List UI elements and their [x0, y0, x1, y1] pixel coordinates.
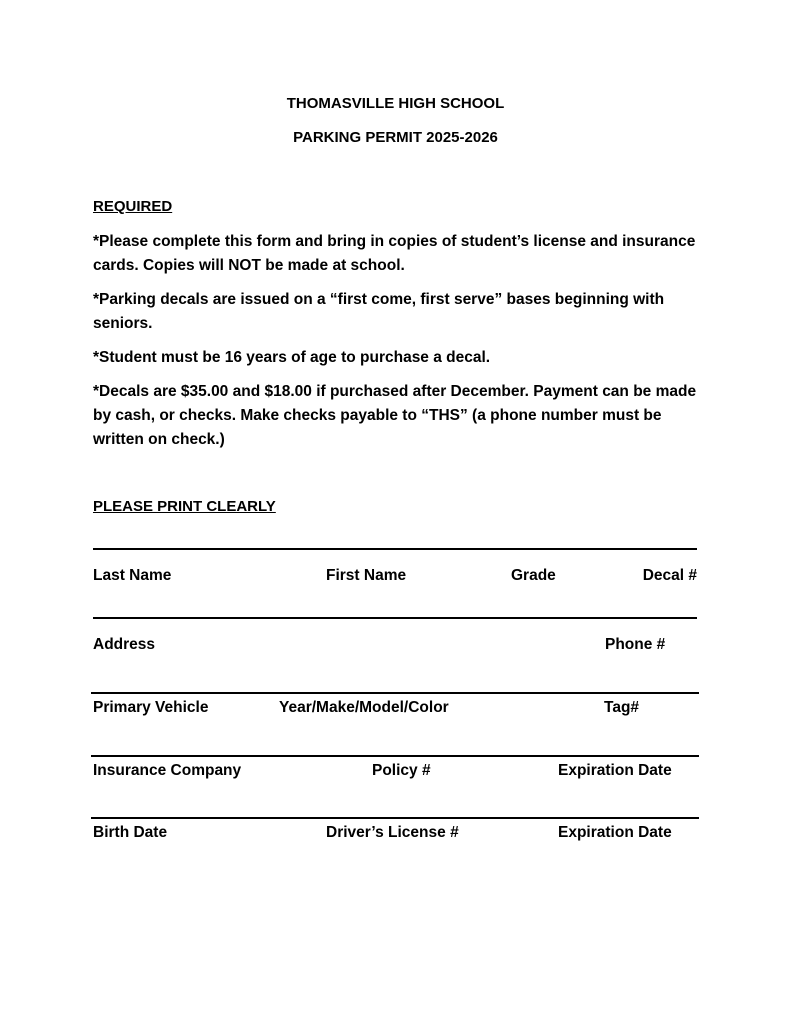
- required-heading: REQUIRED: [93, 198, 173, 215]
- form-rule-5: [91, 817, 699, 819]
- birth-date-label: Birth Date: [93, 824, 168, 841]
- decal-label: Decal #: [642, 567, 697, 584]
- form-rule-2: [93, 617, 697, 619]
- first-name-label: First Name: [326, 567, 407, 584]
- year-make-model-color-label: Year/Make/Model/Color: [279, 699, 449, 716]
- tag-label: Tag#: [604, 699, 640, 716]
- insurance-company-label: Insurance Company: [93, 762, 242, 779]
- insurance-expiration-label: Expiration Date: [558, 762, 672, 779]
- drivers-license-label: Driver’s License #: [326, 824, 459, 841]
- license-expiration-label: Expiration Date: [558, 824, 672, 841]
- required-item-decals-issued: *Parking decals are issued on a “first come, first serve” bases beginning with seniors.: [93, 291, 665, 332]
- phone-label: Phone #: [605, 636, 666, 653]
- form-rule-4: [91, 755, 699, 757]
- form-rule-3: [91, 692, 699, 694]
- permit-title: PARKING PERMIT 2025-2026: [293, 129, 498, 146]
- print-clearly-heading: PLEASE PRINT CLEARLY: [93, 498, 276, 515]
- primary-vehicle-label: Primary Vehicle: [93, 699, 209, 716]
- form-rule-1: [93, 548, 697, 550]
- school-title: THOMASVILLE HIGH SCHOOL: [286, 95, 505, 112]
- required-item-license: *Please complete this form and bring in copies of student’s license and insurance cards. Copies will NOT be made at school.: [93, 233, 696, 274]
- required-item-payment: *Decals are $35.00 and $18.00 if purchased after December. Payment can be made by cash, or checks. Make checks payable to “THS” (a phone number must be written on check.): [93, 383, 697, 448]
- required-item-age: *Student must be 16 years of age to purchase a decal.: [93, 349, 491, 366]
- address-label: Address: [93, 636, 156, 653]
- policy-label: Policy #: [372, 762, 431, 779]
- last-name-label: Last Name: [93, 567, 172, 584]
- grade-label: Grade: [511, 567, 556, 584]
